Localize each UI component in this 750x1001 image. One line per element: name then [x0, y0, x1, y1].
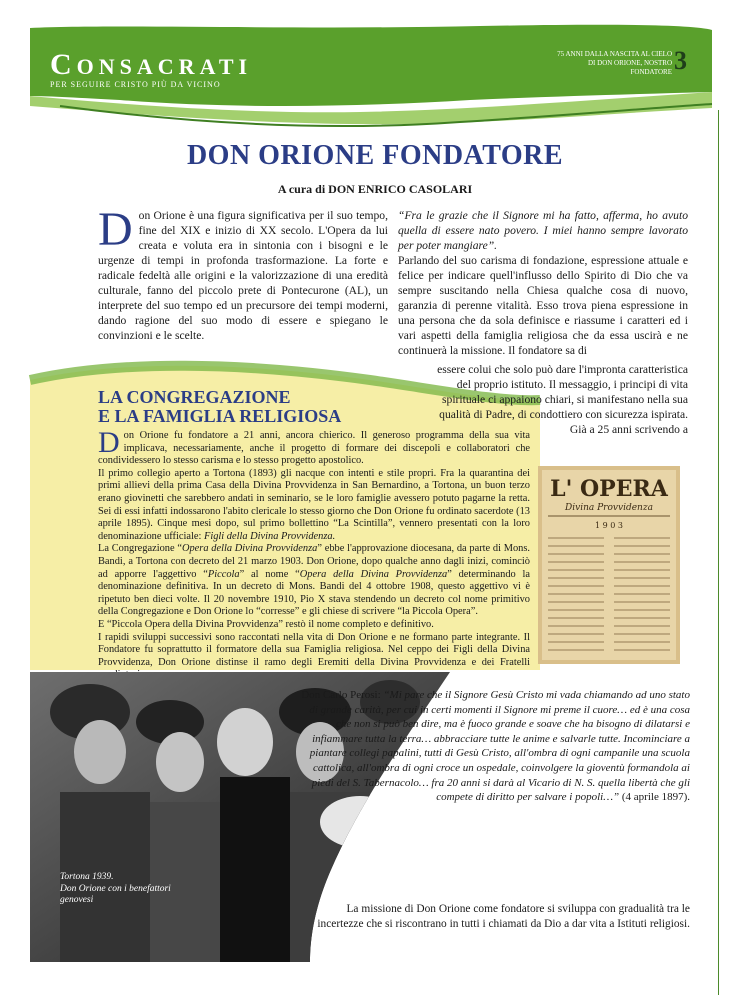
svg-text:L' OPERA: L' OPERA: [550, 476, 668, 502]
perosi-quote: Don Carlo Perosi: “Mi pare che il Signore Gesù Cristo mi vada chiamando ad uno stato di grande carità, per cui in certi momenti il Signore mi preme il cuore… ed è una cosa che non si può ben dire, ma è fuoco grande e soave che ha bisogno di dilatarsi e infiammare tutta la terra… abbracciare tutte le anime e salvarle tutte. Incominciare a piantare collegi papalini, tutti di Gesù Cristo, all'ombra di ogni campanile una scuola cattolica, all'ombra di ogni croce un ospedale, coinvolgere la gioventù formandola ai piedi del S. Tabernacolo… fra 20 anni si darà al Vicario di N. S. quella libertà che gli compete di diritto per salvare i popoli…” (4 aprile 1897).: [301, 689, 690, 804]
second-column-tail: essere colui che solo può dare l'impronta caratteristica del proprio istituto. Il messaggio, i principi di vita spirituale ci appaiono chiari, si manifestano nella sua qualità di Padre, di condottiero con sicurezza ispirata. Già a 25 anni scrivendo a: [437, 363, 688, 436]
page-title: DON ORIONE FONDATORE: [186, 140, 564, 171]
section-drop-cap: D: [98, 426, 120, 459]
section-title: LA CONGREGAZIONE E LA FAMIGLIA RELIGIOSA: [98, 387, 342, 426]
svg-text:1 9 0 3: 1 9 0 3: [595, 521, 623, 530]
closing-paragraph: La missione di Don Orione come fondatore si sviluppa con gradualità tra le incertezze che si riscontrano in tutti i chiamati da Dio a dar vita a Istituti religiosi.: [317, 903, 690, 930]
photo-caption: Tortona 1939. Don Orione con i benefattori genovesi: [60, 872, 171, 905]
magazine-logo: CONSACRATI PER SEGUIRE CRISTO PIÙ DA VICINO: [50, 48, 253, 89]
anniversary-note: 75 ANNI DALLA NASCITA AL CIELO DI DON ORIONE, NOSTRO FONDATORE: [557, 50, 672, 76]
logo-subtitle: PER SEGUIRE CRISTO PIÙ DA VICINO: [50, 80, 221, 89]
page-number: 3: [674, 46, 687, 75]
intro-column: Don Orione è una figura significativa per il suo tempo, fine del XIX e inizio di XX secolo. L'Opera da lui creata e voluta era in sintonia con i bisogni e le urgenze di tempi in profonda trasformazione. La forte e radicale fedeltà alle origini e la valorizzazione di una eredità culturale, fanno del piccolo prete di Pontecurone (AL), un interprete del suo tempo ed un precursore dei tempi moderni, dando ragione del suo modo di essere e spiegano le convinzioni e le scelte.: [98, 203, 388, 342]
byline: A cura di DON ENRICO CASOLARI: [277, 182, 473, 196]
drop-cap: D: [98, 203, 133, 256]
charism-paragraph: Parlando del suo carisma di fondazione, espressione attuale e felice per indicare quell'influsso dello Spirito di Dio che va sempre suscitando nella Chiesa qualche cosa di nuovo, garanzia di perenne vitalità. Esso trova piena espressione in una persona che da sola definisce e riassume i caratteri ed i vari aspetti della famiglia religiosa che da essa uscirà e ne continuerà la missione. Il fondatore sa di: [398, 254, 688, 357]
second-column: [398, 208, 688, 358]
newspaper-image: [538, 466, 680, 664]
founder-quote: “Fra le grazie che il Signore mi ha fatto, afferma, ho avuto quella di essere nato povero. I miei hanno sempre lavorato per poter mangiare”.: [398, 209, 688, 252]
section-body: Don Orione fu fondatore a 21 anni, ancora chierico. Il generoso programma della sua vita implicava, necessariamente, anche il progetto di formare dei discepoli e collaboratori che condividessero lo stesso carisma e lo stesso progetto apostolico. Il primo collegio aperto a Tortona (1893) gli nacque con intenti e stile propri. Fra la quarantina dei primi allievi della prima Casa della Divina Provvidenza in San Bernardino, a Tortona, un buon terzo erano giovinetti che sarebbero andati in seminario, se le loro famiglie avessero potuto pagarne la retta. Sei di essi infatti indossarono l'abito clericale lo stesso giorno che Don Orione fu ordinato sacerdote (13 aprile 1895). Cinque mesi dopo, sul primo bollettino “La Scintilla”, vennero presentati con la loro denominazione ufficiale: Figli della Divina Provvidenza. La Congregazione “Opera della Divina Provvidenza” ebbe l'approvazione diocesana, da parte di Mons. Bandi, a Tortona con decreto del 21 marzo 1903. Don Orione, dopo qualche anno dagli inizi, cominciò ad apporre l'aggettivo “Piccola” al nome “Opera della Divina Provvidenza” determinando la denominazione definitiva. In un decreto di Mons. Bandi del 4 ottobre 1908, questo aggettivo vi è ripetuto ben dieci volte. Il 20 novembre 1910, Pio X stava stendendo un decreto col nome primitivo della Congregazione e Don Orione lo “corresse” e gli chiese di scrivere “la Piccola Opera”. E “Piccola Opera della Divina Provvidenza” restò il nome completo e definitivo. I rapidi sviluppi successivi sono raccontati nella vita di Don Orione e ne formano parte integrante. Il Fondatore fu soprattutto il formatore della sua Famiglia religiosa. Nel ceppo dei Figli della Divina Provvidenza, Don Orione distinse il ramo degli Eremiti della Divina Provvidenza e dei Fratelli: [98, 426, 531, 668]
svg-text:Divina Provvidenza: Divina Provvidenza: [565, 503, 653, 513]
